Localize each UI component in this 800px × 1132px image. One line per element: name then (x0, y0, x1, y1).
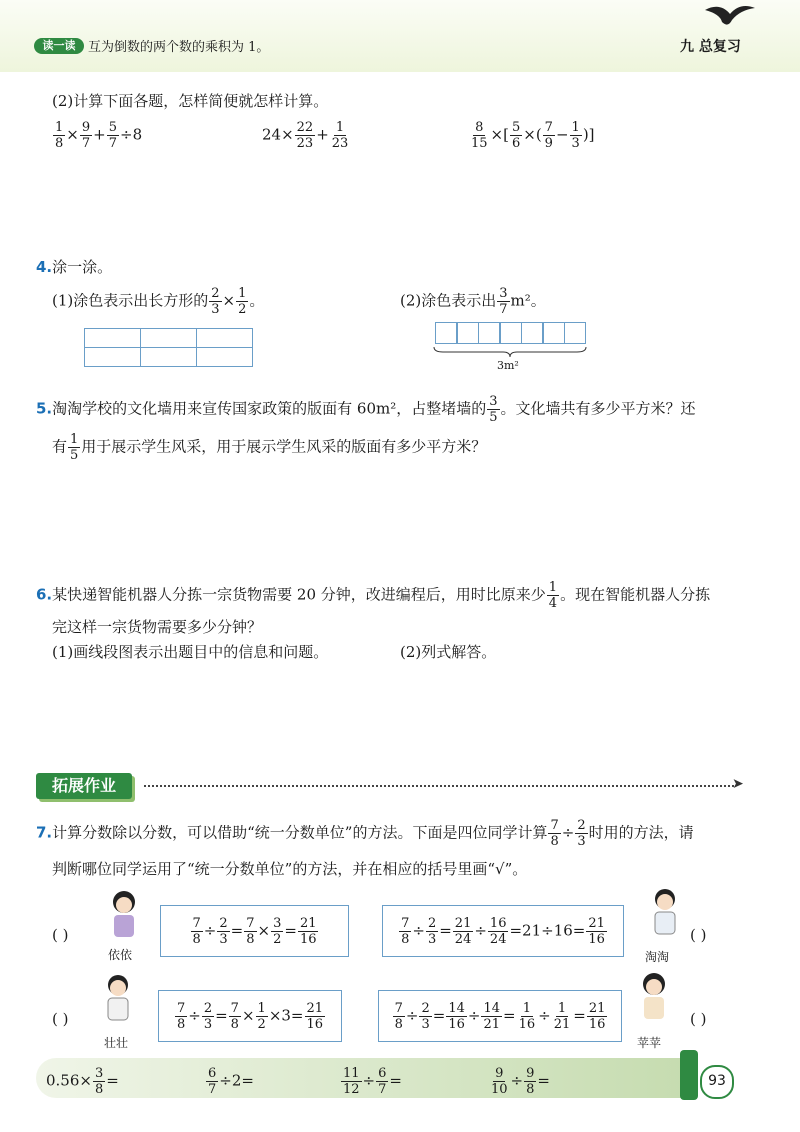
read-badge: 读一读 (34, 38, 84, 54)
extension-badge: 拓展作业 (36, 773, 132, 799)
arrow-right-icon: ➤ (732, 776, 744, 792)
q3-expr-1: $\frac{1}{8}$ × $\frac{9}{7}$ + $\frac{5}{7}$ ÷8 (55, 120, 143, 151)
method-yiyi: $\frac{7}{8}$ ÷ $\frac{2}{3}$ = $\frac{7}{8}$ × $\frac{3}{2}$ = $\frac{21}{16}$ (192, 915, 317, 947)
header-tip: 互为倒数的两个数的乘积为 1。 (88, 40, 270, 55)
q7-line-2: 判断哪位同学运用了“统一分数单位”的方法，并在相应的括号里画“√”。 (52, 860, 528, 878)
strip-label: 3m² (497, 359, 519, 372)
dotted-divider (144, 785, 734, 787)
method-box-yiyi (160, 905, 349, 957)
method-pingping: $\frac{7}{8}$ ÷ $\frac{2}{3}$ = $\frac{14}{16}$ ÷ $\frac{14}{21}$ = $\frac{1}{16}$ ÷ $\frac{1}{21}$ = $\frac{21}{16}$ (394, 1000, 606, 1032)
page-number: 93 (700, 1065, 734, 1099)
answer-paren-zhuangzhuang[interactable]: ( ) (52, 1010, 69, 1028)
page-tab (680, 1050, 698, 1100)
method-zhuangzhuang: $\frac{7}{8}$ ÷ $\frac{2}{3}$ = $\frac{7}{8}$ × $\frac{1}{2}$ ×3= $\frac{21}{16}$ (176, 1000, 324, 1032)
swallow-icon (700, 0, 760, 37)
chapter-title: 九 总复习 (680, 39, 741, 55)
method-box-pingping (378, 990, 622, 1042)
footer-expr-1: 0.56× $\frac{3}{8}$ = (46, 1066, 119, 1097)
q3-expr-2: 24× $\frac{22}{23}$ + $\frac{1}{23}$ (262, 120, 349, 151)
strip-diagram[interactable] (435, 322, 585, 344)
q6-part-2: (2)列式解答。 (400, 643, 497, 661)
answer-paren-taotao[interactable]: ( ) (690, 926, 707, 944)
q4-part-2: (2)涂色表示出 $\frac{3}{7}$ m²。 (400, 286, 546, 317)
boy-taotao-icon (645, 886, 685, 941)
answer-paren-pingping[interactable]: ( ) (690, 1010, 707, 1028)
strip-brace (433, 345, 587, 359)
footer-expr-3: $\frac{11}{12}$ ÷ $\frac{6}{7}$ = (343, 1066, 402, 1097)
q3-expr-3: $\frac{8}{15}$ ×[ $\frac{5}{6}$ ×( $\frac{7}{9}$ − $\frac{1}{3}$ )] (471, 120, 595, 151)
q4-title: 4.涂一涂。 (36, 258, 113, 276)
girl-pingping-icon (634, 970, 674, 1025)
student-name-yiyi: 依依 (108, 948, 133, 962)
q5-line-2: 有 $\frac{1}{5}$ 用于展示学生风采，用于展示学生风采的版面有多少平方米？ (52, 432, 487, 463)
q6-line-1: 6.某快递智能机器人分拣一宗货物需要 20 分钟，改进编程后，用时比原来少 $\frac{1}{4}$ 。现在智能机器人分拣 (36, 580, 711, 611)
q5-line-1: 5.淘淘学校的文化墙用来宣传国家政策的版面有 60m²，占整堵墙的 $\frac{3}{5}$ 。文化墙共有多少平方米？还 (36, 394, 696, 425)
boy-zhuangzhuang-icon (98, 972, 138, 1027)
q6-part-1: (1)画线段图表示出题目中的信息和问题。 (52, 643, 329, 661)
student-name-pingping: 苹苹 (637, 1036, 662, 1050)
method-box-zhuangzhuang (158, 990, 342, 1042)
q3-instruction: (2)计算下面各题，怎样简便就怎样计算。 (52, 92, 329, 110)
q6-line-2: 完这样一宗货物需要多少分钟？ (52, 618, 263, 636)
student-name-taotao: 淘淘 (645, 950, 670, 964)
q7-line-1: 7.计算分数除以分数，可以借助“统一分数单位”的方法。下面是四位同学计算 $\frac{7}{8}$ ÷ $\frac{2}{3}$ 时用的方法，请 (36, 818, 694, 849)
footer-expr-4: $\frac{9}{10}$ ÷ $\frac{9}{8}$ = (491, 1066, 550, 1097)
rectangle-grid[interactable] (84, 328, 253, 367)
girl-yiyi-icon (104, 888, 144, 943)
footer-expr-2: $\frac{6}{7}$ ÷2= (208, 1066, 254, 1097)
student-name-zhuangzhuang: 壮壮 (104, 1036, 129, 1050)
q4-part-1: (1)涂色表示出长方形的 $\frac{2}{3}$ × $\frac{1}{2}$ 。 (52, 286, 265, 317)
method-box-taotao (382, 905, 624, 957)
method-taotao: $\frac{7}{8}$ ÷ $\frac{2}{3}$ = $\frac{21}{24}$ ÷ $\frac{16}{24}$ =21÷16= $\frac{21}{16}$ (401, 915, 605, 947)
answer-paren-yiyi[interactable]: ( ) (52, 926, 69, 944)
